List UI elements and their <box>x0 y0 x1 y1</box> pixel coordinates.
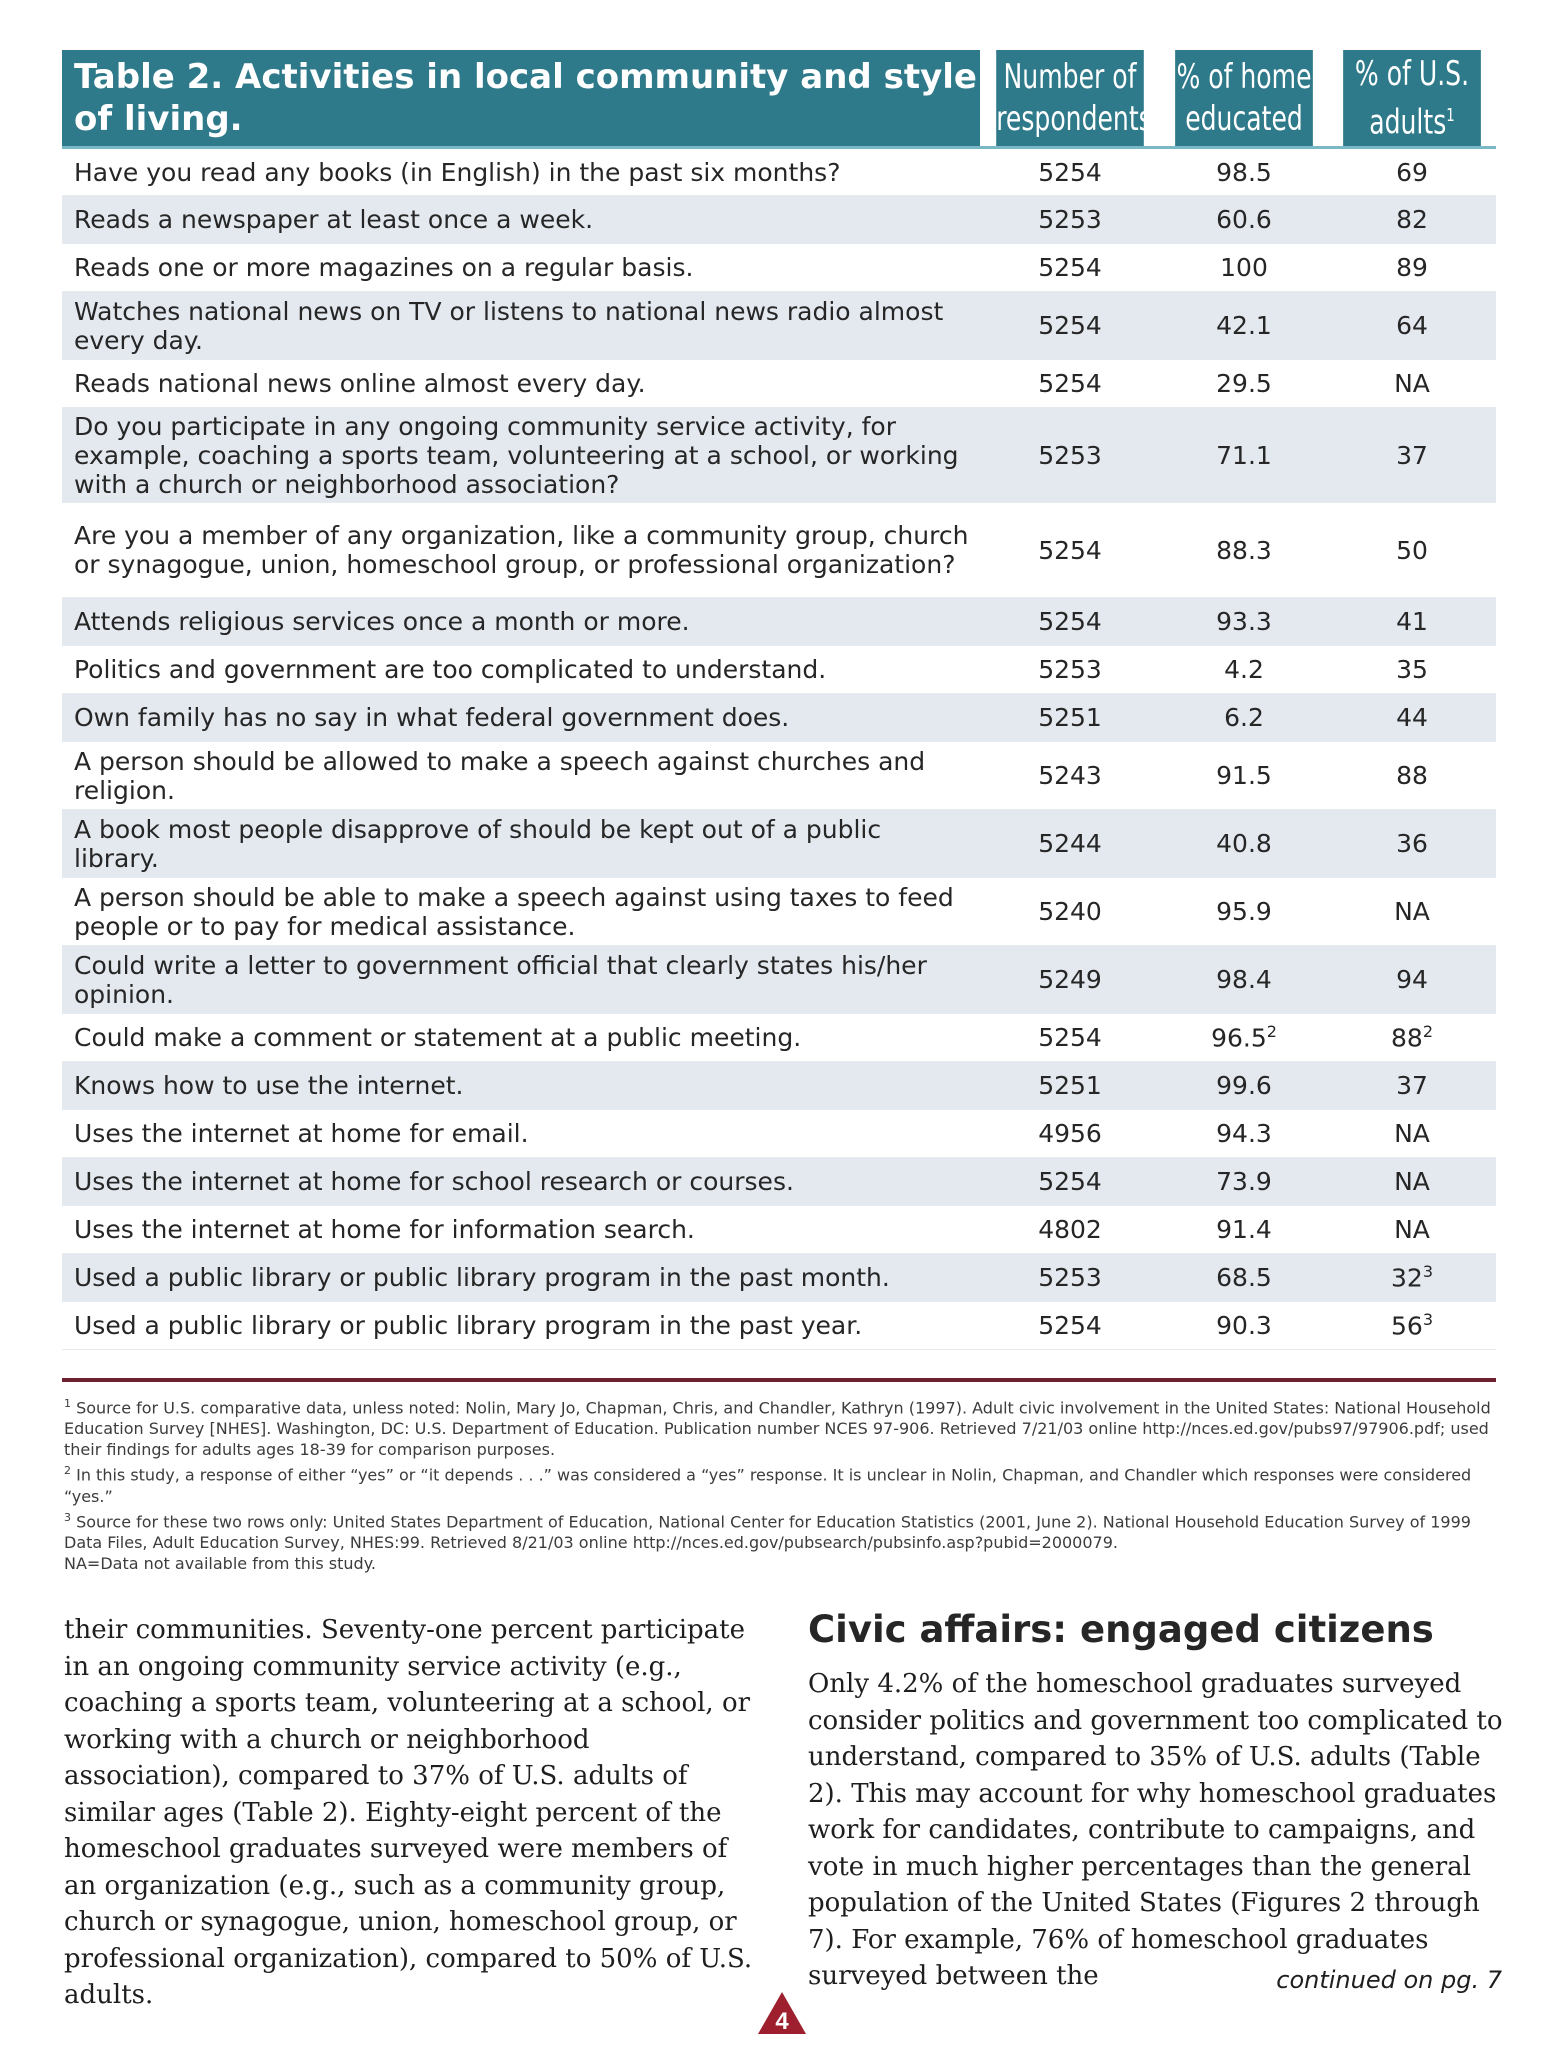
cell-us-adults <box>1328 503 1496 598</box>
cell-respondents <box>980 244 1160 292</box>
footnote-ref: 3 <box>1422 1262 1433 1282</box>
table-header-row <box>62 50 1496 148</box>
cell-respondents <box>980 1014 1160 1062</box>
cell-value: 37 <box>1396 440 1428 470</box>
cell-value: 42.1 <box>1216 311 1272 340</box>
col-header-us-adults-label: % of U.S. adults <box>1354 53 1470 143</box>
cell-value: 5254 <box>1038 535 1102 565</box>
cell-us-adults <box>1328 742 1496 810</box>
row-question: Watches national news on TV or listens to national news radio almost every day. <box>74 296 944 355</box>
cell-home-educated <box>1160 742 1328 810</box>
cell-home-educated <box>1160 646 1328 694</box>
cell-value: 40.8 <box>1216 829 1272 858</box>
cell-value: 94 <box>1396 965 1428 994</box>
page-marker-triangle-icon <box>756 1990 808 2036</box>
cell-value: 91.5 <box>1216 761 1272 790</box>
cell-value: 95.9 <box>1216 897 1272 926</box>
cell-home-educated <box>1160 878 1328 946</box>
cell-value: 88 <box>1396 761 1428 790</box>
cell-us-adults <box>1328 408 1496 503</box>
row-question: Reads one or more magazines on a regular basis. <box>74 253 694 282</box>
table-row <box>62 196 1496 244</box>
cell-us-adults <box>1328 694 1496 742</box>
cell-value: 36 <box>1396 829 1428 858</box>
cell-value: 41 <box>1396 607 1428 636</box>
cell-value: 99.6 <box>1216 1071 1272 1100</box>
col-header-respondents: Number of respondents <box>996 50 1144 148</box>
row-question: Uses the internet at home for information search. <box>74 1215 695 1244</box>
cell-respondents <box>980 408 1160 503</box>
table-row <box>62 646 1496 694</box>
row-question: Have you read any books (in English) in the past six months? <box>74 157 841 187</box>
table-body <box>62 148 1496 1350</box>
footnote-ref: 2 <box>1266 1022 1277 1042</box>
cell-value: 91.4 <box>1216 1215 1272 1244</box>
cell-value: 69 <box>1396 157 1428 187</box>
table-row <box>62 946 1496 1014</box>
cell-us-adults <box>1328 292 1496 360</box>
cell-value: 5251 <box>1038 1071 1102 1100</box>
cell-value: 89 <box>1396 253 1428 282</box>
cell-respondents <box>980 598 1160 646</box>
footnote-ref: 1 <box>1446 104 1455 126</box>
cell-home-educated <box>1160 810 1328 878</box>
cell-value: 5249 <box>1038 965 1102 994</box>
cell-home-educated <box>1160 1206 1328 1254</box>
footnote-ref: 2 <box>1422 1022 1433 1042</box>
cell-us-adults <box>1328 1254 1496 1302</box>
cell-respondents <box>980 1110 1160 1158</box>
footnote-2 <box>64 1460 1504 1506</box>
cell-value: 5254 <box>1038 311 1102 340</box>
cell-us-adults <box>1328 946 1496 1014</box>
cell-value: 5244 <box>1038 829 1102 858</box>
cell-value: 5253 <box>1038 655 1102 684</box>
row-question: Uses the internet at home for school research or courses. <box>74 1167 794 1196</box>
cell-home-educated <box>1160 360 1328 408</box>
page-number: 4 <box>775 2008 789 2035</box>
row-question: Used a public library or public library program in the past month. <box>74 1263 890 1292</box>
cell-value: 64 <box>1396 311 1428 340</box>
row-question: Do you participate in any ongoing community service activity, for example, coaching a sports team, volunteering at a school, or working with a church or neighborhood association? <box>74 411 959 499</box>
continued-note: continued on pg. 7 <box>1276 1966 1502 1994</box>
cell-us-adults <box>1328 1158 1496 1206</box>
cell-home-educated <box>1160 503 1328 598</box>
footnote-1-text: Source for U.S. comparative data, unless noted: Nolin, Mary Jo, Chapman, Chris, and Chandler, Kathryn (1997). Adult civic involvement in the United States: National Household Education Survey [NHES]. Washington, DC: U.S. Department of Education. Publication number NCES 97-906. Retrieved 7/21/03 online http://nces.ed.gov/pubs97/97906.pdf; used their findings for adults ages 18-39 for comparison purposes. <box>64 1398 1491 1460</box>
table-row <box>62 360 1496 408</box>
footnote-1 <box>64 1393 1504 1460</box>
cell-home-educated <box>1160 1062 1328 1110</box>
cell-value: 100 <box>1220 253 1268 282</box>
cell-home-educated <box>1160 244 1328 292</box>
page-number-marker <box>756 1990 808 2036</box>
cell-value: 5254 <box>1038 253 1102 282</box>
row-question: A person should be able to make a speech against using taxes to feed people or to pay for medical assistance. <box>74 882 954 941</box>
row-question: Used a public library or public library program in the past year. <box>74 1311 863 1340</box>
section-heading-civic-affairs: Civic affairs: engaged citizens <box>808 1608 1434 1651</box>
table-row <box>62 742 1496 810</box>
cell-value: 60.6 <box>1216 205 1272 234</box>
cell-home-educated <box>1160 408 1328 503</box>
cell-home-educated <box>1160 292 1328 360</box>
cell-respondents <box>980 1062 1160 1110</box>
cell-us-adults <box>1328 360 1496 408</box>
cell-respondents <box>980 1206 1160 1254</box>
footnote-mark: 3 <box>64 1510 71 1524</box>
cell-us-adults <box>1328 244 1496 292</box>
cell-us-adults <box>1328 1302 1496 1350</box>
cell-value: 98.5 <box>1216 157 1272 187</box>
cell-respondents <box>980 196 1160 244</box>
cell-respondents <box>980 1302 1160 1350</box>
table-row <box>62 810 1496 878</box>
footnote-ref: 3 <box>1422 1310 1433 1330</box>
cell-value: 29.5 <box>1216 369 1272 398</box>
cell-respondents <box>980 360 1160 408</box>
cell-us-adults <box>1328 646 1496 694</box>
cell-respondents <box>980 810 1160 878</box>
row-question: Uses the internet at home for email. <box>74 1119 529 1148</box>
table-row <box>62 292 1496 360</box>
cell-value: 88 <box>1391 1023 1423 1053</box>
cell-value: 5251 <box>1038 703 1102 732</box>
row-question: Own family has no say in what federal government does. <box>74 703 790 732</box>
row-question: Are you a member of any organization, like a community group, church or synagogue, union, homeschool group, or professional organization? <box>74 521 969 579</box>
cell-us-adults <box>1328 598 1496 646</box>
cell-respondents <box>980 946 1160 1014</box>
cell-us-adults <box>1328 148 1496 196</box>
cell-value: NA <box>1394 1167 1430 1196</box>
cell-home-educated <box>1160 1014 1328 1062</box>
cell-value: 5254 <box>1038 607 1102 636</box>
cell-respondents <box>980 646 1160 694</box>
cell-value: 37 <box>1396 1071 1428 1100</box>
body-paragraph-left: their communities. Seventy-one percent participate in an ongoing community service activity (e.g., coaching a sports team, volunteering at a school, or working with a church or neighborhood association), compared to 37% of U.S. adults of similar ages (Table 2). Eighty-eight percent of the homeschool graduates surveyed were members of an organization (e.g., such as a community group, church or synagogue, union, homeschool group, or professional organization), compared to 50% of U.S. adults. <box>64 1615 753 2010</box>
table-title: Table 2. Activities in local community and style of living. <box>62 50 980 148</box>
table-row <box>62 598 1496 646</box>
cell-respondents <box>980 148 1160 196</box>
cell-value: 32 <box>1391 1263 1423 1293</box>
footnote-3-text: Source for these two rows only: United States Department of Education, National Center for Education Statistics (2001, June 2). National Household Education Survey of 1999 Data Files, Adult Education Survey, NHES:99. Retrieved 8/21/03 online http://nces.ed.gov/pubsearch/pubsinfo.asp?pubid=2000079. <box>64 1511 1471 1552</box>
table-2 <box>62 50 1496 1350</box>
cell-value: 5253 <box>1038 1263 1102 1292</box>
cell-home-educated <box>1160 196 1328 244</box>
cell-value: 73.9 <box>1216 1167 1272 1196</box>
table-row <box>62 503 1496 598</box>
footnote-mark: 2 <box>64 1464 71 1478</box>
cell-respondents <box>980 694 1160 742</box>
cell-respondents <box>980 292 1160 360</box>
cell-value: 98.4 <box>1216 965 1272 994</box>
cell-us-adults <box>1328 196 1496 244</box>
cell-value: 5254 <box>1038 369 1102 398</box>
cell-us-adults <box>1328 1062 1496 1110</box>
cell-us-adults <box>1328 1206 1496 1254</box>
cell-value: 82 <box>1396 205 1428 234</box>
col-header-home-educated: % of home educated <box>1175 50 1313 148</box>
table-row <box>62 1110 1496 1158</box>
cell-value: 96.5 <box>1211 1023 1267 1053</box>
table-row <box>62 148 1496 196</box>
cell-value: 4802 <box>1038 1215 1102 1244</box>
cell-home-educated <box>1160 1302 1328 1350</box>
cell-value: 5253 <box>1038 205 1102 234</box>
cell-respondents <box>980 1254 1160 1302</box>
cell-us-adults <box>1328 1110 1496 1158</box>
cell-respondents <box>980 503 1160 598</box>
row-question: Could make a comment or statement at a public meeting. <box>74 1023 802 1052</box>
cell-value: 94.3 <box>1216 1119 1272 1148</box>
table-row <box>62 878 1496 946</box>
footnotes <box>64 1393 1504 1574</box>
cell-respondents <box>980 742 1160 810</box>
cell-value: 44 <box>1396 703 1428 732</box>
row-question: Attends religious services once a month or more. <box>74 607 690 636</box>
cell-value: 56 <box>1391 1311 1423 1341</box>
cell-respondents <box>980 878 1160 946</box>
cell-value: 5240 <box>1038 897 1102 926</box>
cell-value: 6.2 <box>1224 703 1264 732</box>
cell-value: 5254 <box>1038 1167 1102 1196</box>
footnote-3 <box>64 1507 1504 1553</box>
cell-home-educated <box>1160 148 1328 196</box>
activities-table <box>62 50 1496 1350</box>
footnote-2-text: In this study, a response of either “yes” or “it depends . . .” was considered a “yes” response. It is unclear in Nolin, Chapman, and Chandler which responses were considered “yes.” <box>64 1465 1472 1506</box>
cell-value: 5254 <box>1038 1023 1102 1052</box>
table-row <box>62 1206 1496 1254</box>
table-row <box>62 408 1496 503</box>
table-row <box>62 1062 1496 1110</box>
cell-home-educated <box>1160 694 1328 742</box>
cell-value: 71.1 <box>1216 440 1272 470</box>
cell-us-adults <box>1328 1014 1496 1062</box>
cell-value: 5254 <box>1038 1311 1102 1340</box>
cell-value: 90.3 <box>1216 1311 1272 1340</box>
cell-respondents <box>980 1158 1160 1206</box>
footnote-mark: 1 <box>64 1397 71 1410</box>
cell-home-educated <box>1160 1158 1328 1206</box>
cell-value: NA <box>1394 1215 1430 1244</box>
cell-value: 50 <box>1396 535 1428 565</box>
table-row <box>62 1254 1496 1302</box>
row-question: Politics and government are too complicated to understand. <box>74 655 827 684</box>
cell-value: 5253 <box>1038 440 1102 470</box>
cell-value: 4956 <box>1038 1119 1102 1148</box>
table-row <box>62 1302 1496 1350</box>
cell-value: 5254 <box>1038 157 1102 187</box>
footnote-na: NA=Data not available from this study. <box>64 1553 376 1573</box>
cell-value: 35 <box>1396 655 1428 684</box>
row-question: A book most people disapprove of should be kept out of a public library. <box>74 814 882 873</box>
table-bottom-rule <box>62 1378 1496 1382</box>
table-row <box>62 694 1496 742</box>
cell-home-educated <box>1160 1110 1328 1158</box>
col-header-us-adults <box>1343 50 1481 148</box>
cell-value: 5243 <box>1038 761 1102 790</box>
row-question: Reads a newspaper at least once a week. <box>74 205 594 234</box>
row-question: Knows how to use the internet. <box>74 1071 464 1100</box>
cell-us-adults <box>1328 878 1496 946</box>
cell-home-educated <box>1160 1254 1328 1302</box>
table-row <box>62 1014 1496 1062</box>
cell-home-educated <box>1160 598 1328 646</box>
cell-value: NA <box>1394 369 1430 398</box>
row-question: A person should be allowed to make a speech against churches and religion. <box>74 746 926 805</box>
row-question: Could write a letter to government official that clearly states his/her opinion. <box>74 950 927 1009</box>
table-row <box>62 244 1496 292</box>
cell-value: NA <box>1394 897 1430 926</box>
cell-value: 4.2 <box>1224 655 1264 684</box>
cell-value: 88.3 <box>1216 535 1272 565</box>
cell-value: 93.3 <box>1216 607 1272 636</box>
cell-us-adults <box>1328 810 1496 878</box>
cell-home-educated <box>1160 946 1328 1014</box>
table-row <box>62 1158 1496 1206</box>
cell-value: NA <box>1394 1119 1430 1148</box>
body-paragraph-right: Only 4.2% of the homeschool graduates surveyed consider politics and government too complicated to understand, compared to 35% of U.S. adults (Table 2). This may account for why homeschool graduates work for candidates, contribute to campaigns, and vote in much higher percentages than the general population of the United States (Figures 2 through 7). For example, 76% of homeschool graduates surveyed between the <box>808 1669 1503 1991</box>
row-question: Reads national news online almost every day. <box>74 369 646 398</box>
cell-value: 68.5 <box>1216 1263 1272 1292</box>
